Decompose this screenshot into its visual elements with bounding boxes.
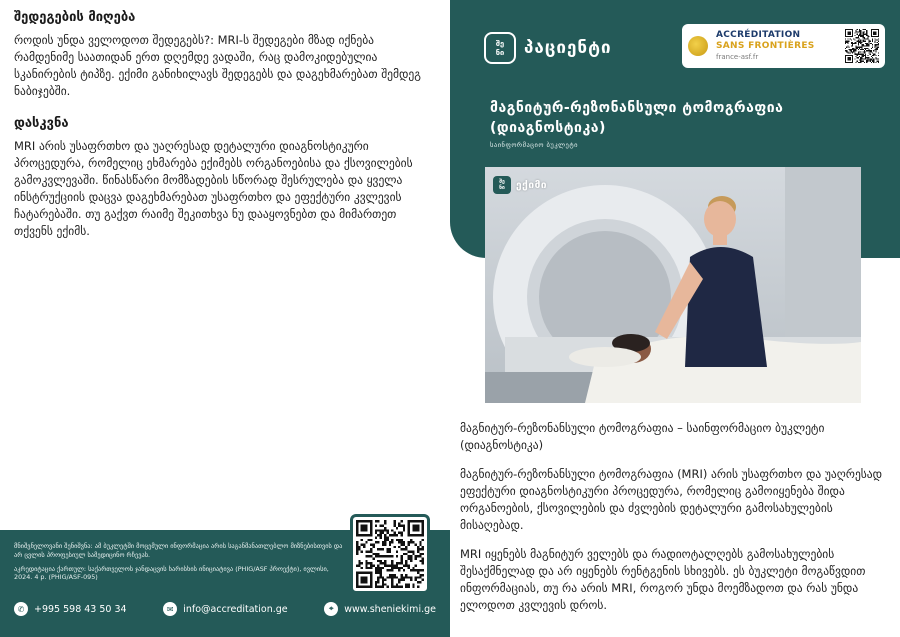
footer-note-accreditation: აკრედიტაცია ქართულ: საქართველოს ჯანდაცვის ხარისხის ინიციატივა (PHIG/ASF პროექტი), ივლისი, 2024. 4 p. (PHIG/ASF-095) [14, 564, 329, 582]
photo-badge-top: შე [499, 179, 505, 185]
mri-scene-illustration [485, 167, 861, 403]
photo-tag-badge-icon [493, 176, 511, 194]
asf-line1: ACCRÉDITATION [716, 29, 801, 40]
booklet-title: მაგნიტურ-რეზონანსული ტომოგრაფია (დიაგნოსტიკა) [490, 100, 784, 136]
mri-explanation-paragraph: MRI იყენებს მაგნიტურ ველებს და რადიოტალღებს გამოსახულების შესაქმნელად და არ იყენებს რენტგენის სხივებს. ეს ბუკლეტი მოგაწვდით ინფორმაციას, თუ რა არის MRI, როგორ უნდა მოემზადოთ და რას უნდა ელოდოთ კვლევის დროს. [460, 547, 866, 612]
email-icon: ✉ [163, 602, 177, 616]
photo-caption: მაგნიტურ-რეზონანსული ტომოგრაფია – საინფორმაციო ბუკლეტი (დიაგნოსტიკა) [460, 421, 825, 452]
brand-badge-bottom: ნი [495, 48, 505, 57]
contact-email-text: info@accreditation.ge [183, 603, 288, 615]
right-panel [450, 0, 900, 637]
contact-website-text: www.sheniekimi.ge [344, 603, 436, 615]
footer-disclaimer [14, 542, 344, 587]
mri-photo [485, 167, 861, 403]
asf-logo-icon [688, 36, 708, 56]
section-heading-conclusion: დასკვნა [14, 116, 69, 131]
photo-badge-bottom: ნი [499, 185, 505, 191]
photo-tag-name: ექიმი [516, 179, 548, 191]
brand-badge-top: შე [495, 39, 505, 48]
left-text-block [14, 10, 436, 256]
accreditation-card [682, 24, 885, 68]
phone-icon: ✆ [14, 602, 28, 616]
intro-paragraph: მაგნიტურ-რეზონანსული ტომოგრაფია (MRI) არის უსაფრთხო და უაღრესად ეფექტური დიაგნოსტიკური პროცედურა, რომელიც გამოიყენება შიდა ორგანოების, ქსოვილების და ძვლების დეტალური გამოსახულების მისაღებად. [460, 467, 883, 532]
section-heading-results: შედეგების მიღება [14, 10, 136, 25]
asf-text [716, 30, 845, 63]
contact-email[interactable] [163, 602, 287, 616]
contact-phone-text: +995 598 43 50 34 [34, 603, 127, 615]
contact-bar [14, 602, 436, 616]
asf-qr-code-icon[interactable] [845, 29, 879, 63]
footer-note-important: მნიშვნელოვანი შენიშვნა: ამ ბუკლეტში მოცემული ინფორმაცია არის საგანმანათლებლო მიზნებისთვის და არ ცვლის პროფესიულ სამედიცინო რჩევას. [14, 542, 343, 559]
section-body-conclusion: MRI არის უსაფრთხო და უაღრესად დეტალური დიაგნოსტიკური პროცედურა, რომელიც ეხმარება ექიმებს ორგანოებისა და ქსოვილების გამოკვლევაში. წინასწარი მომზადების სწორად შესრულება და ყველა ინსტრუქციის დაცვა დაგეხმარებათ უსაფრთხო და ეფექტური კვლევის ჩატარებაში. თუ გაქვთ რაიმე შეკითხვა ნუ დააყოვნებთ და მიმართეთ თქვენს ექიმს. [14, 139, 413, 238]
location-pin-icon: ⌖ [324, 602, 338, 616]
brand-badge-icon [484, 32, 516, 64]
booklet-subtitle: საინფორმაციო ბუკლეტი [490, 141, 578, 149]
brand-logo [484, 32, 612, 64]
photo-tag [493, 176, 547, 194]
cover-header [450, 0, 900, 258]
contact-website[interactable] [324, 602, 436, 616]
asf-line2: SANS FRONTIÈRES [716, 40, 815, 51]
contact-phone[interactable] [14, 602, 127, 616]
brand-name: პაციენტი [524, 38, 612, 58]
qr-code-icon[interactable] [350, 514, 430, 594]
section-body-results: როდის უნდა ველოდოთ შედეგებს?: MRI-ს შედეგები მზად იქნება რამდენიმე საათიდან ერთ დღემდე ვადაში, რაც დამოკიდებულია სკანირების ტიპზე. ექიმი განიხილავს შედეგებს და დაგეხმარებათ შემდეგ ნაბიჯებში. [14, 33, 421, 98]
asf-url[interactable]: france-asf.fr [716, 52, 759, 61]
left-footer [0, 530, 450, 637]
